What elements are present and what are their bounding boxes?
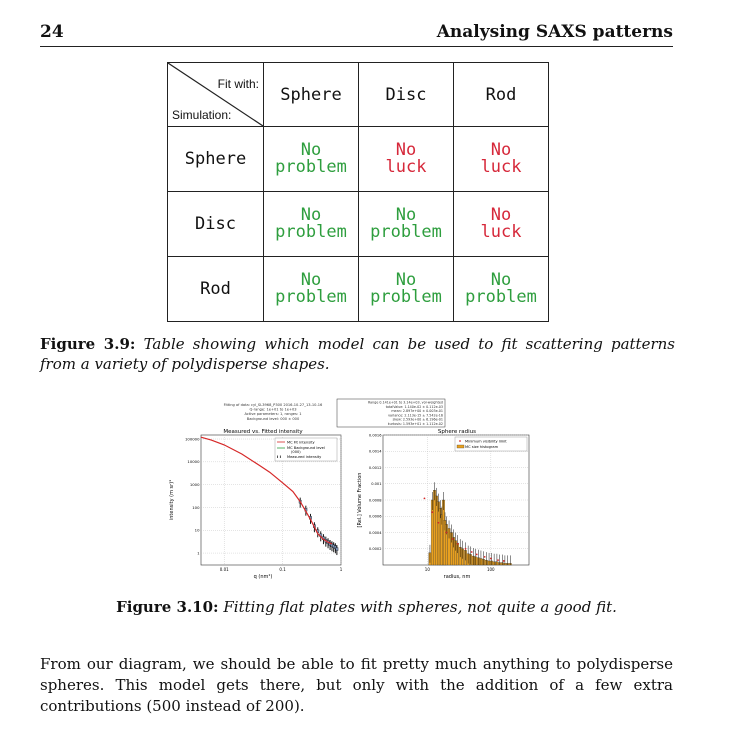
legend-swatch-visibility (459, 440, 461, 442)
stats-line: Range 0.141e+01 to 3.14e+03, vol-weighted (367, 400, 443, 405)
body-paragraph: From our diagram, we should be able to fit pretty much anything to polydisperse spheres. This model gets there, but only with the addition of a few extra contributions (500 instead of 200). (40, 655, 673, 715)
cell-rod-rod (454, 257, 549, 322)
visibility-limit-point (446, 532, 448, 534)
page-number: 24 (40, 22, 64, 42)
cell-disc-sphere (264, 192, 359, 257)
right-y-label: [Rel.] Volume Fraction (357, 472, 363, 528)
cell-text: problem (275, 157, 347, 177)
left-y-label: intensity (m sr)¹ (169, 479, 175, 521)
legend-measured-intensity: Measured intensity (287, 455, 322, 459)
cell-text: luck (480, 157, 522, 177)
info-line: Active parameters: 1, ranges: 1 (244, 412, 302, 417)
cell-text: No (490, 140, 512, 160)
cell-text: No (490, 270, 512, 290)
cell-text: problem (370, 287, 442, 307)
right-y-tick: 0.0008 (368, 498, 382, 503)
cell-text: No (395, 270, 417, 290)
cell-text: luck (385, 157, 427, 177)
info-line: Q-range: 1e+01 to 1e+03 (249, 407, 297, 412)
corner-label-fit-with: Fit with: (217, 77, 259, 91)
visibility-limit-point (484, 556, 486, 558)
cell-text: No (490, 205, 512, 225)
stats-line: mean: 2.897e+00 ± 0.003e-01 (391, 409, 443, 414)
visibility-limit-point (452, 538, 454, 540)
cell-text: problem (370, 222, 442, 242)
left-x-label: q (nm¹) (253, 574, 273, 580)
left-plot-title: Measured vs. Fitted intensity (223, 429, 303, 435)
left-x-tick: 0.1 (279, 567, 286, 572)
right-plot-title: Sphere radius (437, 429, 477, 435)
left-y-tick: 1000 (189, 481, 200, 487)
right-y-tick: 0.0016 (368, 433, 382, 438)
chapter-title: Analysing SAXS patterns (436, 22, 673, 42)
caption-label: Figure 3.9: (40, 335, 136, 353)
left-x-tick: 0.01 (219, 567, 229, 572)
column-header-rod: Rod (454, 63, 549, 127)
cell-text: problem (275, 287, 347, 307)
cell-sphere-rod (454, 127, 549, 192)
left-y-tick: 1 (197, 550, 200, 556)
cell-sphere-disc (359, 127, 454, 192)
legend-background-value: (000) (291, 450, 301, 454)
left-x-tick: 1 (339, 567, 343, 572)
cell-text: No (300, 270, 322, 290)
legend-size-histogram: MC size histogram (465, 445, 499, 449)
visibility-limit-point (503, 560, 505, 562)
info-line: Fitting of data: cyl_SL3968_P300 2016-10-27_13-10-16 (223, 403, 323, 407)
right-y-tick: 0.0002 (368, 547, 382, 552)
row-header-disc: Disc (168, 192, 264, 257)
visibility-limit-point (490, 558, 492, 560)
visibility-limit-point (457, 543, 459, 545)
cell-disc-rod (454, 192, 549, 257)
column-header-disc: Disc (359, 63, 454, 127)
column-header-sphere: Sphere (264, 63, 359, 127)
visibility-limit-point (438, 522, 440, 524)
row-header-sphere: Sphere (168, 127, 264, 192)
cell-text: luck (480, 222, 522, 242)
caption-label: Figure 3.10: (116, 598, 219, 616)
cell-disc-disc (359, 192, 454, 257)
right-y-tick: 0.0004 (368, 530, 382, 535)
left-y-tick: 100 (192, 504, 200, 510)
left-y-tick: 10000 (187, 459, 200, 465)
stats-line: skew: 2.593e+00 ± 6.196e-01 (392, 417, 443, 422)
figure-caption (0, 598, 733, 616)
measured-point (336, 548, 338, 551)
right-legend (455, 437, 527, 451)
right-y-tick: 0.0014 (368, 449, 382, 454)
left-y-tick: 10 (194, 527, 200, 533)
left-y-tick: 100000 (185, 436, 200, 442)
right-x-label: radius, nm (443, 574, 471, 580)
legend-swatch-measured: I I (277, 455, 281, 459)
visibility-limit-point (471, 551, 473, 553)
left-legend (275, 438, 337, 461)
cell-text: No (395, 205, 417, 225)
right-x-tick: 100 (486, 567, 495, 572)
cell-text: No (395, 140, 417, 160)
table-caption (40, 334, 675, 374)
cell-text: No (300, 205, 322, 225)
visibility-limit-point (465, 548, 467, 550)
right-y-tick: 0.0012 (368, 465, 382, 470)
visibility-limit-point (476, 554, 478, 556)
cell-text: No (300, 140, 322, 160)
fit-info-text (224, 403, 323, 421)
corner-label-simulation: Simulation: (172, 108, 232, 122)
caption-text: Fitting flat plates with spheres, not quite a good fit. (223, 598, 617, 616)
legend-background-level: MC Background level (287, 446, 325, 450)
page-header (40, 22, 673, 47)
legend-swatch-histogram (457, 445, 464, 448)
right-y-tick: 0.001 (371, 482, 382, 487)
legend-fit-intensity: MC Fit intensity (287, 440, 315, 445)
saxs-figure (165, 398, 540, 592)
fit-stats-text (368, 401, 443, 427)
cell-text: problem (275, 222, 347, 242)
cell-text: problem (465, 287, 537, 307)
visibility-limit-point (497, 559, 499, 561)
fit-table (167, 62, 549, 322)
cell-rod-sphere (264, 257, 359, 322)
table-corner-cell (168, 63, 264, 127)
stats-line: totalValue: 1.140e-02 ± 0.112e-03 (385, 404, 443, 409)
legend-visibility-limit: Minimum visibility limit (465, 439, 507, 444)
cell-rod-disc (359, 257, 454, 322)
right-y-tick: 0.0006 (368, 514, 382, 519)
caption-text: Table showing which model can be used to fit scattering patterns from a variety of polydisperse shapes. (40, 335, 675, 373)
saxs-plots (165, 398, 540, 588)
info-line: Background level: 000 ± 000 (246, 416, 300, 421)
visibility-limit-point (424, 497, 426, 499)
row-header-rod: Rod (168, 257, 264, 322)
stats-line: kurtosis: 1.593e+01 ± 1.112e-02 (387, 422, 443, 426)
right-x-tick: 10 (424, 567, 430, 572)
stats-line: variance: 2.113e-15 ± 7.542e-16 (388, 413, 443, 418)
visibility-limit-point (431, 511, 433, 513)
cell-sphere-sphere (264, 127, 359, 192)
